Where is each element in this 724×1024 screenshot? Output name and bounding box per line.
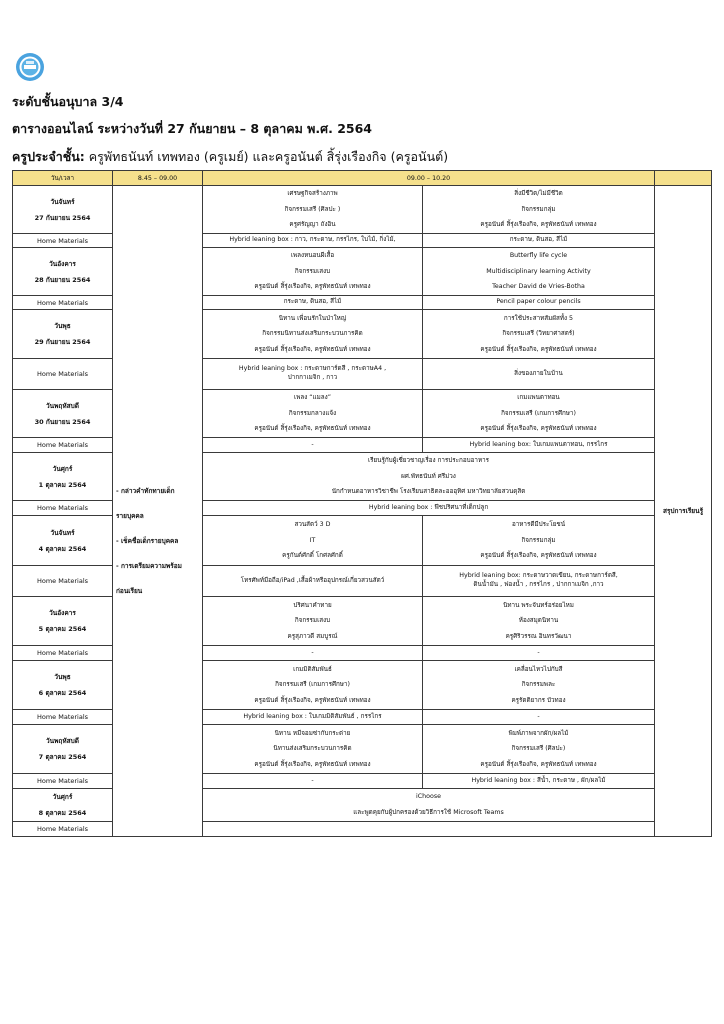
day-date: 27 กันยายน 2564	[34, 213, 91, 222]
cell-line: ครูอนันต์ สิ้รุ่งเรืองกิจ, ครูพัทธนันท์ เทพทอง	[254, 425, 371, 433]
activity-cell-b	[423, 597, 655, 646]
day-cell	[13, 186, 113, 234]
home-materials-b	[423, 438, 655, 453]
home-materials-label: Home Materials	[13, 566, 113, 597]
cell-line: ผศ.พัทธนันท์ ศรีม่วง	[401, 472, 456, 480]
activity-cell-a	[203, 516, 423, 566]
activity-cell-a	[203, 310, 423, 359]
cell-line: Teacher David de Vries-Botha	[492, 283, 585, 291]
cell-line: ครูอนันต์ สิ้รุ่งเรืองกิจ, ครูพัทธนันท์ เทพทอง	[480, 760, 597, 768]
cell-line: เกมแพนตาทอน	[517, 394, 560, 402]
cell-line: กิจกรรมเสงบ	[294, 617, 331, 625]
home-materials-b	[423, 710, 655, 725]
routine-line: - เช็คชื่อเด็กรายบุคคล	[116, 536, 179, 545]
cell-line: ครูอนันต์ สิ้รุ่งเรืองกิจ, ครูพัทธนันท์ เทพทอง	[254, 345, 371, 353]
day-cell	[13, 310, 113, 359]
activity-cell-b	[423, 310, 655, 359]
cell-line: ครูอนันต์ สิ้รุ่งเรืองกิจ, ครูพัทธนันท์ เทพทอง	[254, 696, 371, 704]
home-materials-b	[423, 234, 655, 248]
day-name: วันพุธ	[54, 673, 71, 681]
cell-line: Hybrid leaning box : กาว, กระดาษ, กรรไกร, ใบไม้, กิ่งไม้,	[229, 236, 396, 244]
cell-line: อาหารดีมีประโยชน์	[511, 521, 566, 529]
cell-line: ครูศรัญญา ถังอิน	[289, 221, 336, 229]
cell-line: เศรษฐกิจสร้างภาพ	[287, 190, 338, 198]
activity-cell-b	[423, 516, 655, 566]
day-cell	[13, 516, 113, 566]
cell-line: กิจกรรมกลางแจ้ง	[288, 409, 337, 417]
cell-line: -	[537, 648, 540, 656]
homeroom-teachers: ครูประจำชั้น: ครูพัทธนันท์ เทพทอง (ครูเมย์) และครูอนันต์ สิ้รุ่งเรืองกิจ (ครูอนันต์)	[12, 149, 449, 164]
home-materials-a	[203, 234, 423, 248]
activity-cell-a	[203, 248, 423, 296]
cell-line: กิจกรรมเสรี (ศิลปะ)	[511, 745, 566, 753]
cell-line: ครูอนันต์ สิ้รุ่งเรืองกิจ, ครูพัทธนันท์ เทพทอง	[480, 221, 597, 229]
cell-line: นิทาน หมีจอมซ่ากับกระต่าย	[274, 729, 351, 737]
day-date: 5 ตุลาคม 2564	[38, 625, 87, 633]
day-date: 28 กันยายน 2564	[34, 275, 91, 284]
home-materials-label: Home Materials	[13, 234, 113, 248]
day-cell	[13, 248, 113, 296]
cell-line: เพลงหนอนผีเสื้อ	[290, 252, 335, 260]
cell-line: ครูอนันต์ สิ้รุ่งเรืองกิจ, ครูพัทธนันท์ เทพทอง	[254, 760, 371, 768]
day-cell	[13, 597, 113, 646]
day-date: 7 ตุลาคม 2564	[38, 753, 87, 761]
header-blank	[655, 171, 712, 186]
pre-class-routine	[113, 186, 203, 837]
activity-cell-b	[423, 390, 655, 438]
home-materials-a	[203, 646, 423, 661]
day-cell	[13, 453, 113, 501]
cell-line: นิทานส่งเสริมกระบวนการคิด	[273, 745, 352, 753]
cell-line: iChoose	[416, 793, 441, 801]
routine-line: รายบุคคล	[116, 511, 144, 520]
home-materials-a	[203, 438, 423, 453]
home-materials-b	[423, 774, 655, 789]
header-time-1: 8.45 – 09.00	[113, 171, 203, 186]
home-materials-label: Home Materials	[13, 646, 113, 661]
cell-line: การใช้ประสาทสัมผัสทั้ง 5	[503, 314, 574, 322]
cell-line: ครูศิริวรรณ อินทรวัฒนา	[505, 632, 572, 640]
cell-line: พิมพ์ภาพจากผัก/ผลไม้	[508, 729, 569, 737]
cell-line: กระดาษ, ดินสอ, สีไม้	[283, 298, 342, 306]
cell-line: กิจกรรมกลุ่ม	[521, 536, 556, 544]
home-materials-a	[203, 566, 423, 597]
activity-cell-b	[423, 661, 655, 710]
day-name: วันจันทร์	[50, 528, 75, 537]
home-materials-label: Home Materials	[13, 710, 113, 725]
cell-line: นิทาน เพื่อนรักในป่าใหญ่	[278, 314, 347, 322]
cell-line: Hybrid leaning box : กระดาษการ์ดสี , กระดาษA4 ,	[238, 365, 387, 373]
cell-line: Hybrid leaning box : ใบเกมมิติสัมพันธ์ , กรรไกร	[243, 712, 382, 720]
activity-cell-b	[423, 186, 655, 234]
day-name: วันพฤหัสบดี	[46, 401, 79, 410]
activity-cell-a	[203, 661, 423, 710]
day-date: 6 ตุลาคม 2564	[38, 689, 87, 697]
cell-line: ครูอนันต์ สิ้รุ่งเรืองกิจ, ครูพัทธนันท์ เทพทอง	[480, 345, 597, 353]
activity-cell-full	[203, 789, 655, 822]
schedule-table	[12, 170, 712, 837]
cell-line: นักกำหนดอาหารวิชาชีพ โรงเรียนสาธิตละอออุทิศ มหาวิทยาลัยสวนดุสิต	[331, 488, 526, 496]
cell-line: และพูดคุยกับผู้ปกครองด้วยวิธีการใช้ Microsoft Teams	[353, 809, 504, 816]
cell-line: เคลื่อนไหวไปกับสี	[514, 665, 563, 673]
activity-cell-a	[203, 390, 423, 438]
home-materials-b	[423, 646, 655, 661]
cell-line: -	[311, 776, 314, 784]
cell-line: โทรศัพท์มือถือ/iPad ,เสื้อผ้าหรืออุปกรณ์เกี่ยวสวนสัตว์	[240, 576, 385, 584]
cell-line: กิจกรรมเสรี (เกมการศึกษา)	[501, 409, 576, 417]
day-name: วันพุธ	[54, 322, 71, 330]
cell-line: กิจกรรมพละ	[521, 681, 556, 689]
cell-line: สิ่งมีชีวิต/ไม่มีชีวิต	[514, 190, 563, 198]
activity-cell-b	[423, 725, 655, 774]
cell-line: ครูอนันต์ สิ้รุ่งเรืองกิจ, ครูพัทธนันท์ เทพทอง	[254, 283, 371, 291]
cell-line: ปากกาเมจิก , กาว	[287, 374, 338, 381]
home-materials-a	[203, 296, 423, 310]
activity-cell-a	[203, 186, 423, 234]
cell-line: Pencil paper colour pencils	[496, 298, 581, 306]
day-cell	[13, 789, 113, 822]
cell-line: กิจกรรมนิทานส่งเสริมกระบวนการคิด	[262, 330, 363, 338]
day-cell	[13, 661, 113, 710]
day-date: 29 กันยายน 2564	[34, 338, 91, 346]
cell-line: กระดาษ, ดินสอ, สีไม้	[509, 236, 568, 244]
cell-line: กิจกรรมกลุ่ม	[521, 205, 556, 213]
school-logo-icon	[15, 52, 45, 82]
home-materials-full: Hybrid leaning box : ฟีชปริศนาที่เด็กปลูก	[203, 501, 655, 516]
day-cell	[13, 725, 113, 774]
home-materials-label: Home Materials	[13, 822, 113, 837]
cell-line: -	[311, 648, 314, 656]
activity-cell-b	[423, 248, 655, 296]
home-materials-b	[423, 566, 655, 597]
cell-line: -	[311, 440, 314, 448]
day-date: 8 ตุลาคม 2564	[38, 809, 87, 817]
activity-cell-a	[203, 597, 423, 646]
cell-line: ครูอนันต์ สิ้รุ่งเรืองกิจ, ครูพัทธนันท์ เทพทอง	[480, 425, 597, 433]
class-level-title: ระดับชั้นอนุบาล 3/4	[12, 94, 124, 109]
day-date: 1 ตุลาคม 2564	[38, 480, 87, 489]
cell-line: Hybrid leaning box: กระดาษวาดเขียน, กระดาษการ์ดสี,	[459, 572, 618, 580]
cell-line: ครูสุภาวดี สมบูรณ์	[287, 632, 338, 640]
header-day-time: วัน/เวลา	[13, 171, 113, 186]
routine-line: ก่อนเรียน	[116, 586, 143, 595]
cell-line: เกมมิติสัมพันธ์	[293, 665, 332, 673]
home-materials-b	[423, 296, 655, 310]
header-time-2: 09.00 – 10.20	[203, 171, 655, 186]
day-name: วันพฤหัสบดี	[46, 737, 79, 745]
cell-line: ครูอนันต์ สิ้รุ่งเรืองกิจ, ครูพัทธนันท์ เทพทอง	[480, 552, 597, 560]
day-name: วันศุกร์	[52, 464, 73, 473]
cell-line: ครูรัตติยากร บัวทอง	[511, 696, 566, 704]
cell-line: กิจกรรมเสรี (เกมการศึกษา)	[275, 681, 350, 689]
home-materials-a	[203, 710, 423, 725]
cell-line: ปริศนาคำทาย	[293, 601, 332, 609]
activity-cell-a	[203, 725, 423, 774]
day-name: วันศุกร์	[52, 793, 73, 801]
cell-line: ห้องสมุดนิทาน	[518, 617, 559, 625]
day-name: วันจันทร์	[50, 197, 75, 206]
routine-line: - การเตรียมความพร้อม	[116, 561, 182, 570]
cell-line: ดินน้ำมัน , ฟองน้ำ , กรรไกร , ปากกาเมจิก ,กาว	[473, 581, 604, 588]
home-materials-label: Home Materials	[13, 501, 113, 516]
cell-line: กิจกรรมเสรี (วิทยาศาสตร์)	[502, 330, 575, 338]
cell-line: กิจกรรมเสรี (ศิลปะ )	[284, 205, 341, 213]
cell-line: Multidisciplinary learning Activity	[486, 267, 591, 275]
home-materials-b	[423, 359, 655, 390]
day-date: 30 กันยายน 2564	[34, 417, 91, 426]
home-materials-full	[203, 822, 655, 837]
home-materials-label: Home Materials	[13, 774, 113, 789]
cell-line: สิ่งของภายในบ้าน	[514, 369, 563, 377]
cell-line: นิทาน พระจันทร์อร่อยไหม	[503, 601, 574, 609]
cell-line: เพลง “แมลง”	[294, 394, 331, 402]
cell-line: กิจกรรมเสงบ	[294, 267, 331, 275]
activity-cell-full	[203, 453, 655, 501]
home-materials-label: Home Materials	[13, 296, 113, 310]
cell-line: IT	[309, 536, 316, 544]
routine-line: - กล่าวคำทักทายเด็ก	[116, 486, 175, 495]
cell-line: -	[537, 712, 540, 720]
cell-line: สวนสัตว์ 3 D	[294, 521, 331, 529]
cell-line: ครูกันต์ศักดิ์ โกศลศักดิ์	[282, 552, 343, 560]
day-name: วันอังคาร	[49, 609, 76, 617]
home-materials-label: Home Materials	[13, 438, 113, 453]
home-materials-a	[203, 359, 423, 390]
schedule-title: ตารางออนไลน์ ระหว่างวันที่ 27 กันยายน – 8 ตุลาคม พ.ศ. 2564	[12, 121, 372, 136]
day-date: 4 ตุลาคม 2564	[38, 544, 87, 553]
home-materials-label: Home Materials	[13, 359, 113, 390]
day-row	[13, 186, 712, 234]
cell-line: Hybrid leaning box : สีน้ำ, กระดาษ , ผัก/ผลไม้	[471, 776, 606, 784]
cell-line: Hybrid leaning box: ใบเกมแพนตาทอน, กรรไกร	[469, 440, 608, 448]
summary-learning-cell: สรุปการเรียนรู้	[655, 186, 712, 837]
cell-line: Butterfly life cycle	[509, 252, 568, 260]
day-name: วันอังคาร	[49, 259, 76, 268]
day-cell	[13, 390, 113, 438]
home-materials-a	[203, 774, 423, 789]
cell-line: เรียนรู้กับผู้เชี่ยวชาญเรื่อง การประกอบอาหาร	[367, 457, 490, 465]
